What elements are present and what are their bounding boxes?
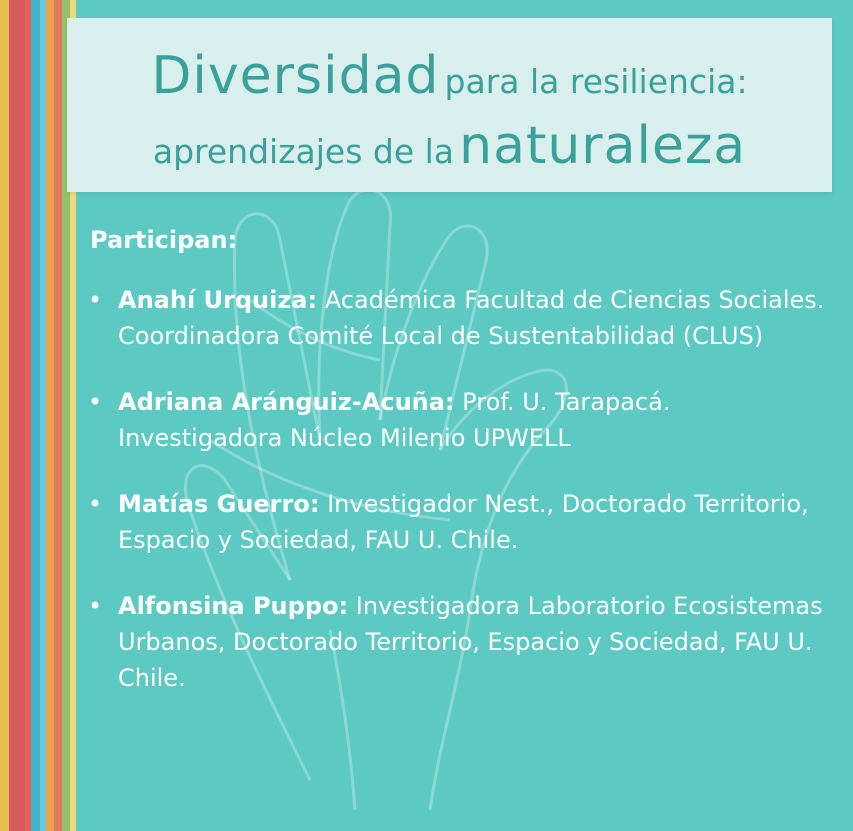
participant-name: Alfonsina Puppo: bbox=[118, 592, 349, 620]
bullet: • bbox=[88, 490, 103, 518]
title-line-1 bbox=[67, 46, 832, 106]
participant-description: Prof. U. Tarapacá. Investigadora Núcleo Milenio UPWELL bbox=[118, 388, 671, 452]
list-item bbox=[88, 486, 828, 558]
participant-name: Matías Guerro: bbox=[118, 490, 320, 518]
title-main-word: naturaleza bbox=[459, 116, 747, 176]
color-stripes bbox=[0, 0, 76, 831]
stripe bbox=[46, 0, 54, 831]
participant-name: Adriana Aránguiz-Acuña: bbox=[118, 388, 455, 416]
participant-description: Académica Facultad de Ciencias Sociales. Coordinadora Comité Local de Sustentabilidad (CLUS) bbox=[118, 286, 825, 350]
bullet: • bbox=[88, 286, 103, 314]
participants-heading: Participan: bbox=[90, 226, 238, 254]
title-subtext: aprendizajes de la bbox=[152, 132, 455, 171]
participant-description: Investigador Nest., Doctorado Territorio, Espacio y Sociedad, FAU U. Chile. bbox=[118, 490, 809, 554]
list-item bbox=[88, 282, 828, 354]
list-item bbox=[88, 588, 828, 696]
bullet: • bbox=[88, 388, 103, 416]
stripe bbox=[0, 0, 9, 831]
title-box bbox=[67, 18, 832, 192]
bullet: • bbox=[88, 592, 103, 620]
participants-list bbox=[88, 282, 828, 726]
stripe bbox=[9, 0, 25, 831]
stripe bbox=[31, 0, 40, 831]
title-line-2 bbox=[67, 116, 832, 176]
stripe bbox=[54, 0, 62, 831]
list-item bbox=[88, 384, 828, 456]
participant-name: Anahí Urquiza: bbox=[118, 286, 318, 314]
participant-description: Investigadora Laboratorio Ecosistemas Urbanos, Doctorado Territorio, Espacio y Sociedad, FAU U. Chile. bbox=[118, 592, 823, 692]
title-main-word: Diversidad bbox=[151, 46, 440, 106]
title-subtext: para la resiliencia: bbox=[444, 62, 748, 101]
